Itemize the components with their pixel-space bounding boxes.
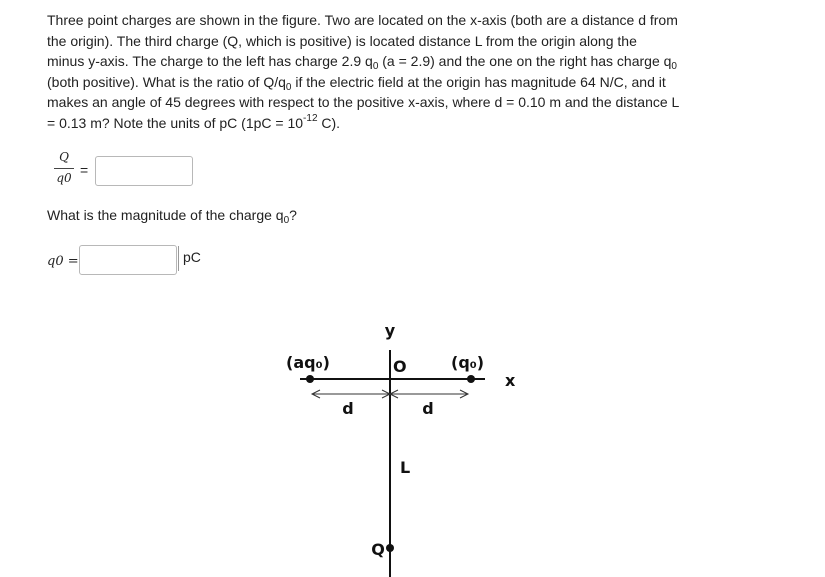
- ratio-denominator: q0: [56, 171, 72, 185]
- x-axis-label: x: [505, 371, 516, 390]
- problem-line-5: makes an angle of 45 degrees with respect to the positive x-axis, where d = 0.10 m and the distance L: [47, 94, 680, 111]
- question-2: What is the magnitude of the charge $q_0$?: [47, 207, 297, 226]
- left-charge-dot: [306, 375, 314, 383]
- ratio-fraction: [53, 150, 75, 186]
- y-axis-label: y: [384, 321, 396, 340]
- fraction-bar: [54, 168, 74, 169]
- ratio-equals: =: [80, 162, 89, 178]
- problem-line-4: (both positive). What is the ratio of $Q/q_0$ if the electric field at the origin has magnitude 64 N/C, and it: [47, 73, 666, 93]
- Q-label: Q: [371, 540, 385, 559]
- q0-unit: pC: [183, 249, 201, 265]
- ratio-numerator: Q: [59, 150, 69, 164]
- origin-label: O: [393, 357, 407, 376]
- right-charge-dot: [467, 375, 475, 383]
- problem-line-1: Three point charges are shown in the figure. Two are located on the x-axis (both are a distance d from: [47, 12, 678, 28]
- problem-statement: [47, 10, 757, 134]
- unit-divider: [178, 246, 179, 271]
- d-left-label: d: [342, 399, 354, 418]
- left-charge-label: (aq₀): [286, 353, 330, 372]
- q-charge-dot: [386, 544, 394, 552]
- problem-line-3: minus y-axis. The charge to the left has charge 2.9 $q_0$ (a = 2.9) and the one on the right has charge $q_0$: [47, 53, 677, 73]
- L-label: L: [400, 458, 411, 477]
- right-charge-label: (q₀): [451, 353, 485, 372]
- q0-answer-input[interactable]: [79, 245, 177, 275]
- q0-label: q0 =: [47, 254, 79, 269]
- problem-line-2: the origin). The third charge (Q, which is positive) is located distance L from the origin along the: [47, 32, 637, 49]
- ratio-answer-input[interactable]: [95, 156, 193, 186]
- problem-line-6: = 0.13 m? Note the units of pC ($1pC = 10^{-12}$ C).: [47, 112, 341, 131]
- charge-figure: [260, 310, 530, 577]
- d-right-label: d: [422, 399, 434, 418]
